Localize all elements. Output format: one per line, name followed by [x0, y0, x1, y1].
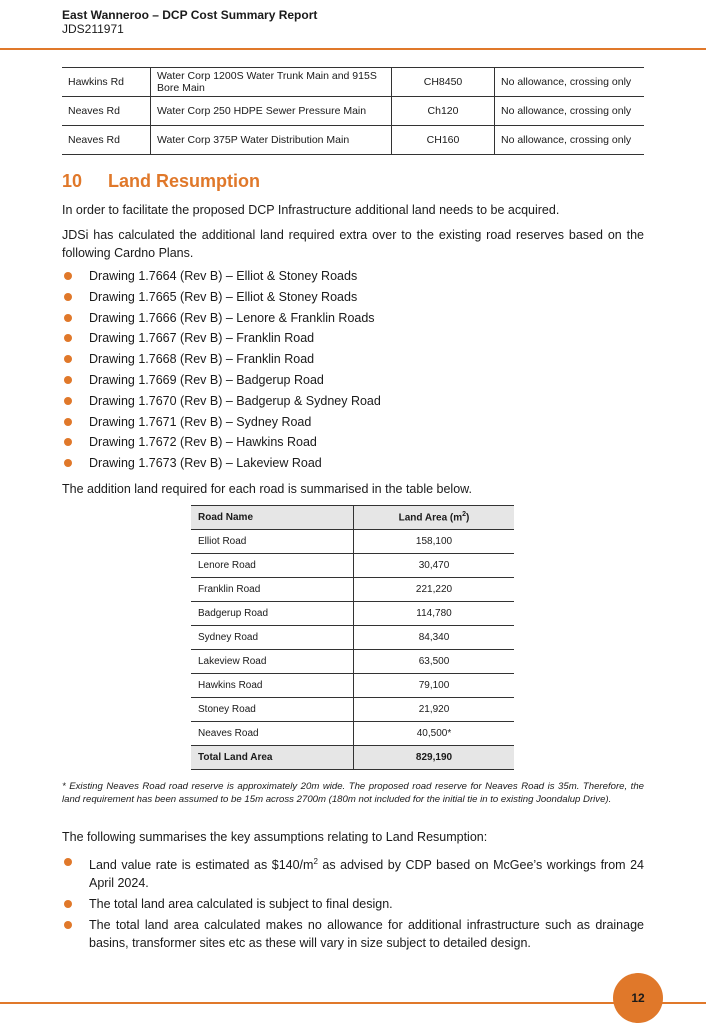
drawing-label: Drawing 1.7670 (Rev B) – Badgerup & Sydney Road [89, 393, 381, 408]
page-header [62, 8, 317, 36]
table-row [62, 126, 644, 155]
list-item [62, 309, 644, 327]
land-area-cell: 63,500 [354, 650, 515, 674]
table-row [191, 698, 514, 722]
report-code: JDS211971 [62, 22, 124, 36]
road-name-cell: Badgerup Road [191, 602, 354, 626]
table-cell: Neaves Rd [62, 126, 151, 155]
section-number: 10 [62, 171, 83, 191]
table-row [191, 602, 514, 626]
table-cell: No allowance, crossing only [495, 97, 645, 126]
table-row [191, 650, 514, 674]
bullet-icon [64, 314, 72, 322]
table-cell: Hawkins Rd [62, 68, 151, 97]
report-title: East Wanneroo – DCP Cost Summary Report [62, 8, 318, 22]
assumptions-list [62, 853, 644, 955]
footnote: * Existing Neaves Road road reserve is approximately 20m wide. The proposed road reserve for Neaves Road is 35m. Therefore, the land requirement has been assumed to be 15m across 2700m (180m not included for the initial tie in to existing Joondalup Drive). [62, 781, 644, 805]
table-cell: CH160 [392, 126, 495, 155]
list-item [62, 413, 644, 431]
table-cell: No allowance, crossing only [495, 126, 645, 155]
list-item [62, 433, 644, 451]
land-area-cell: 21,920 [354, 698, 515, 722]
drawing-label: Drawing 1.7671 (Rev B) – Sydney Road [89, 414, 312, 429]
bullet-icon [64, 397, 72, 405]
bullet-icon [64, 293, 72, 301]
list-item [62, 454, 644, 472]
road-name-cell: Franklin Road [191, 578, 354, 602]
page-number-badge: 12 [613, 973, 663, 1023]
header-divider [0, 48, 706, 50]
land-area-cell: 84,340 [354, 626, 515, 650]
land-area-cell: 40,500* [354, 722, 515, 746]
table-cell: Water Corp 250 HDPE Sewer Pressure Main [151, 97, 392, 126]
table-row [62, 68, 644, 97]
list-item [62, 895, 644, 913]
bullet-icon [64, 858, 72, 866]
section-heading [62, 171, 260, 192]
bullet-icon [64, 900, 72, 908]
road-name-cell: Elliot Road [191, 530, 354, 554]
land-area-cell: 158,100 [354, 530, 515, 554]
road-name-cell: Lenore Road [191, 554, 354, 578]
table-cell: No allowance, crossing only [495, 68, 645, 97]
table-row [191, 530, 514, 554]
drawing-label: Drawing 1.7665 (Rev B) – Elliot & Stoney Roads [89, 289, 358, 304]
land-area-table [191, 505, 514, 770]
bullet-icon [64, 921, 72, 929]
drawing-label: Drawing 1.7667 (Rev B) – Franklin Road [89, 331, 315, 346]
road-name-cell: Stoney Road [191, 698, 354, 722]
list-item [62, 329, 644, 347]
services-table [62, 67, 644, 155]
table-row [191, 674, 514, 698]
road-name-cell: Sydney Road [191, 626, 354, 650]
footer-divider [0, 1002, 706, 1004]
drawings-list [62, 267, 644, 475]
intro-paragraph: In order to facilitate the proposed DCP Infrastructure additional land needs to be acquired. [62, 203, 560, 217]
table-row [191, 626, 514, 650]
bullet-icon [64, 438, 72, 446]
land-area-cell: 221,220 [354, 578, 515, 602]
drawing-label: Drawing 1.7673 (Rev B) – Lakeview Road [89, 456, 322, 471]
assumptions-intro: The following summarises the key assumptions relating to Land Resumption: [62, 830, 488, 844]
table-cell: Water Corp 1200S Water Trunk Main and 915S Bore Main [151, 68, 392, 97]
bullet-icon [64, 334, 72, 342]
list-item: Land value rate is estimated as $\$140/m^2$ as advised by CDP based on McGee’s workings from 24 April 2024. [62, 853, 644, 892]
list-item [62, 267, 644, 285]
assumption-text: The total land area calculated makes no allowance for additional infrastructure such as drainage basins, transformer sites etc as these will vary in size subject to detailed design. [89, 917, 644, 950]
road-name-cell: Lakeview Road [191, 650, 354, 674]
plans-paragraph: JDSi has calculated the additional land required extra over to the existing road reserves based on the following Cardno Plans. [62, 228, 644, 260]
list-item [62, 916, 644, 952]
bullet-icon [64, 418, 72, 426]
list-item [62, 371, 644, 389]
drawing-label: Drawing 1.7668 (Rev B) – Franklin Road [89, 352, 315, 367]
drawing-label: Drawing 1.7666 (Rev B) – Lenore & Franklin Roads [89, 310, 375, 325]
drawing-label: Drawing 1.7669 (Rev B) – Badgerup Road [89, 372, 324, 387]
bullet-icon [64, 355, 72, 363]
list-item [62, 288, 644, 306]
section-title: Land Resumption [108, 171, 260, 191]
road-name-cell: Hawkins Road [191, 674, 354, 698]
table-cell: Water Corp 375P Water Distribution Main [151, 126, 392, 155]
table-cell: CH8450 [392, 68, 495, 97]
table-row [191, 554, 514, 578]
table-cell: Ch120 [392, 97, 495, 126]
bullet-icon [64, 459, 72, 467]
list-item [62, 392, 644, 410]
list-item [62, 350, 644, 368]
bullet-icon [64, 272, 72, 280]
land-area-cell: 114,780 [354, 602, 515, 626]
land-area-cell: 79,100 [354, 674, 515, 698]
summary-intro: The addition land required for each road is summarised in the table below. [62, 482, 472, 496]
assumption-text: The total land area calculated is subject to final design. [89, 896, 393, 911]
table-cell: Neaves Rd [62, 97, 151, 126]
total-row [191, 746, 514, 770]
drawing-label: Drawing 1.7672 (Rev B) – Hawkins Road [89, 435, 317, 450]
road-name-cell: Neaves Road [191, 722, 354, 746]
total-value: 829,190 [354, 746, 515, 770]
table-row [191, 722, 514, 746]
table-row [191, 578, 514, 602]
column-header-area: Land Area $(m^2)$ [354, 506, 515, 530]
drawing-label: Drawing 1.7664 (Rev B) – Elliot & Stoney Roads [89, 269, 358, 283]
table-header-row [191, 506, 514, 530]
column-header-road: Road Name [191, 506, 354, 530]
table-row [62, 97, 644, 126]
bullet-icon [64, 376, 72, 384]
total-label: Total Land Area [191, 746, 354, 770]
land-area-cell: 30,470 [354, 554, 515, 578]
